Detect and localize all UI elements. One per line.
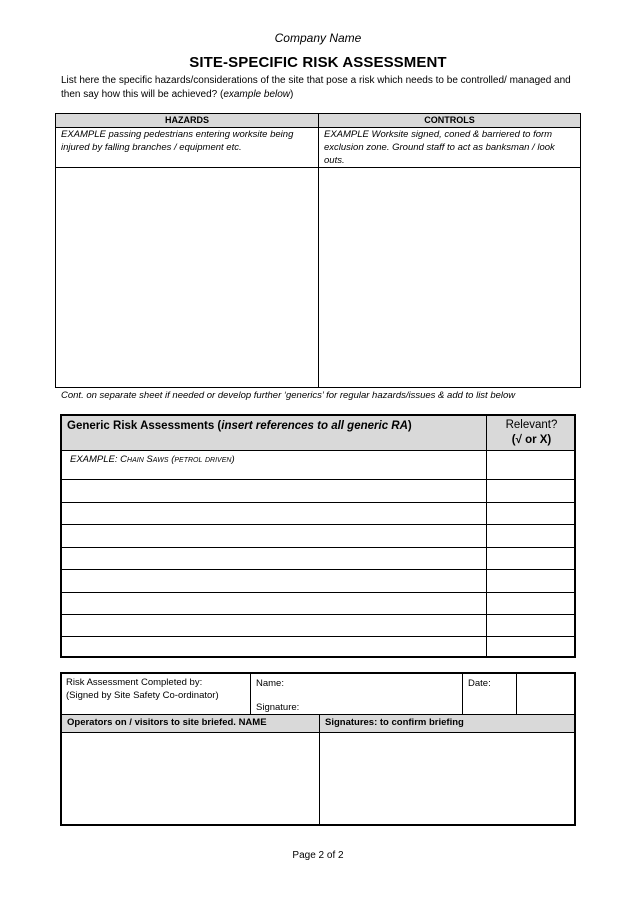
table-row bbox=[62, 592, 574, 593]
generic-ra-table bbox=[60, 414, 576, 658]
relevant-label: Relevant? bbox=[505, 419, 558, 431]
example-control: EXAMPLE Worksite signed, coned & barriered to form exclusion zone. Ground staff to act as banksman / look outs. bbox=[324, 129, 555, 166]
table-row bbox=[62, 502, 574, 503]
company-name: Company Name bbox=[274, 31, 362, 45]
relevant-column-divider bbox=[486, 416, 487, 656]
page-number: Page 2 of 2 bbox=[292, 850, 344, 861]
date-label: Date: bbox=[468, 678, 491, 689]
cell-divider bbox=[462, 674, 463, 714]
intro-paragraph bbox=[61, 74, 581, 102]
operators-briefed-label: Operators on / visitors to site briefed. NAME bbox=[67, 717, 267, 728]
example-item: Chain Saws (petrol driven) bbox=[120, 454, 235, 465]
intro-close: ) bbox=[290, 89, 294, 100]
example-hazard: EXAMPLE passing pedestrians entering worksite being injured by falling branches / equipment etc. bbox=[61, 129, 294, 153]
document-title: SITE-SPECIFIC RISK ASSESSMENT bbox=[189, 54, 447, 71]
table-row bbox=[62, 524, 574, 525]
name-label: Name: bbox=[256, 678, 284, 689]
example-prefix: EXAMPLE: bbox=[70, 454, 121, 465]
controls-entry-field[interactable] bbox=[319, 168, 580, 387]
hazards-column-header: HAZARDS bbox=[165, 115, 209, 125]
cell-divider bbox=[250, 674, 251, 714]
date-field[interactable] bbox=[517, 674, 574, 714]
hazards-controls-table bbox=[55, 113, 581, 388]
table-row bbox=[62, 479, 574, 480]
hazards-entry-field[interactable] bbox=[56, 168, 318, 387]
completion-table bbox=[60, 672, 576, 826]
controls-column-header: CONTROLS bbox=[424, 115, 475, 125]
relevant-column-header bbox=[487, 418, 576, 448]
table-row bbox=[62, 547, 574, 548]
operators-names-field[interactable] bbox=[62, 734, 319, 824]
generic-ra-title bbox=[67, 420, 412, 432]
generic-ra-example bbox=[70, 454, 235, 465]
table-row bbox=[62, 636, 574, 637]
relevant-options: (√ or X) bbox=[511, 434, 552, 446]
intro-italic: example below bbox=[223, 89, 291, 100]
completed-by-label bbox=[66, 676, 219, 702]
signature-label: Signature: bbox=[256, 702, 300, 713]
table-row bbox=[62, 569, 574, 570]
continuation-note: Cont. on separate sheet if needed or develop further ‘generics’ for regular hazards/issues & add to list below bbox=[61, 390, 516, 401]
briefing-signatures-field[interactable] bbox=[320, 734, 574, 824]
intro-text: List here the specific hazards/considerations of the site that pose a risk which needs to be controlled/ managed and then say how this will be achieved? ( bbox=[61, 75, 571, 100]
table-row bbox=[62, 614, 574, 615]
generic-ra-title-italic: insert references to all generic RA bbox=[221, 420, 408, 432]
signatures-briefing-label: Signatures: to confirm briefing bbox=[325, 717, 464, 728]
generic-ra-title-bold: Generic Risk Assessments ( bbox=[67, 420, 222, 432]
completed-by-subtitle: (Signed by Site Safety Co-ordinator) bbox=[66, 690, 219, 701]
completed-by-title: Risk Assessment Completed by: bbox=[66, 677, 203, 688]
generic-ra-title-close: ) bbox=[407, 420, 412, 432]
